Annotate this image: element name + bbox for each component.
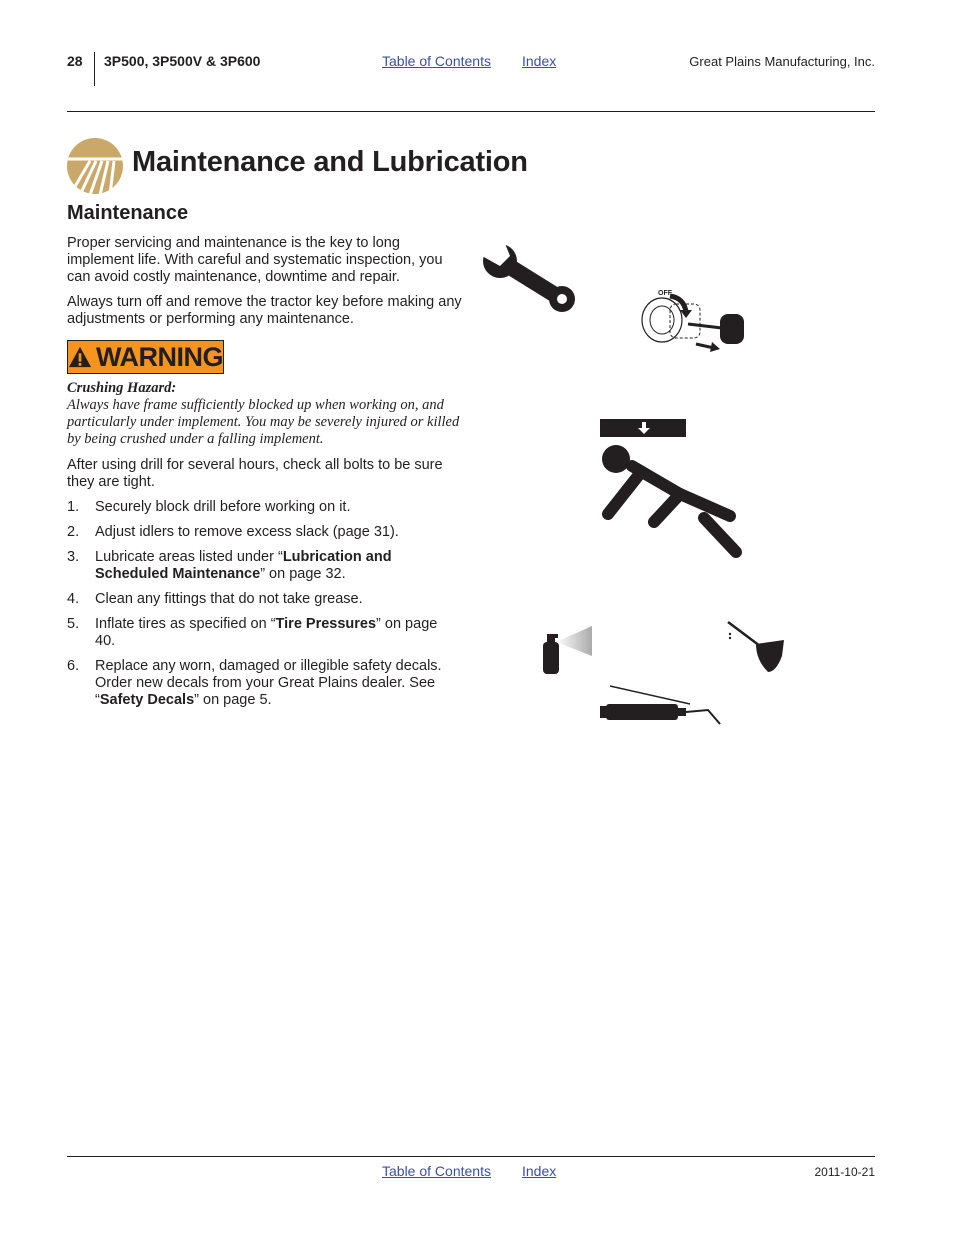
intro-text <box>67 235 462 328</box>
great-plains-logo-icon <box>66 137 124 195</box>
footer-index-link[interactable]: Index <box>522 1163 557 1179</box>
toc-link[interactable]: Table of Contents <box>382 53 491 69</box>
footer-toc-link[interactable]: Table of Contents <box>382 1163 491 1179</box>
key-off-label: OFF <box>658 290 672 297</box>
hazard-title: Crushing Hazard: <box>67 380 177 396</box>
steps-list <box>67 499 447 709</box>
index-link[interactable]: Index <box>522 53 557 69</box>
company-name: Great Plains Manufacturing, Inc. <box>689 54 875 69</box>
header-divider <box>94 52 95 86</box>
section-heading: Maintenance <box>67 202 189 224</box>
header-rule <box>67 111 875 112</box>
list-item: 6. Replace any worn, damaged or illegible safety decals. Order new decals from your Great Plains dealer. See “Safety Decals” on page 5. <box>67 658 442 708</box>
ignition-key-icon <box>640 284 748 356</box>
model-title: 3P500, 3P500V & 3P600 <box>104 53 261 69</box>
cross-reference: Safety Decals <box>99 692 195 708</box>
list-item: 4. Clean any fittings that do not take grease. <box>67 591 363 607</box>
warning-label <box>67 340 224 374</box>
paragraph-3: After using drill for several hours, check all bolts to be sure they are tight. <box>67 457 443 490</box>
list-item: 2. Adjust idlers to remove excess slack (page 31). <box>67 524 399 540</box>
list-item: 5. Inflate tires as specified on “Tire Pressures” on page 40. <box>67 616 438 649</box>
paragraph-1: Proper servicing and maintenance is the key to long implement life. With careful and systematic inspection, you can avoid costly maintenance, downtime and repair. <box>67 235 443 285</box>
list-item: 3. Lubricate areas listed under “Lubrication and Scheduled Maintenance” on page 32. <box>67 549 392 582</box>
spray-can-icon <box>540 624 596 676</box>
wrench-icon <box>482 236 582 316</box>
cross-reference: Lubrication and Scheduled Maintenance <box>95 549 392 582</box>
warning-triangle-icon <box>68 345 92 369</box>
hazard-text: Always have frame sufficiently blocked up when working on, and particularly under implement. You may be severely injured or killed by being crushed under a falling implement. <box>67 397 460 447</box>
page-number: 28 <box>67 53 83 69</box>
page-title: Maintenance and Lubrication <box>132 146 528 178</box>
main-text <box>67 457 447 717</box>
warning-text: WARNING <box>96 341 223 372</box>
footer-rule <box>67 1156 875 1157</box>
list-item: 1. Securely block drill before working on it. <box>67 499 351 515</box>
oil-can-icon <box>726 620 788 676</box>
crushing-hazard-icon <box>600 418 742 560</box>
hazard-block <box>67 380 462 448</box>
grease-gun-icon <box>598 684 724 730</box>
revision-date: 2011-10-21 <box>814 1165 875 1179</box>
paragraph-2: Always turn off and remove the tractor key before making any adjustments or performing any maintenance. <box>67 294 462 327</box>
cross-reference: Tire Pressures <box>275 616 377 632</box>
